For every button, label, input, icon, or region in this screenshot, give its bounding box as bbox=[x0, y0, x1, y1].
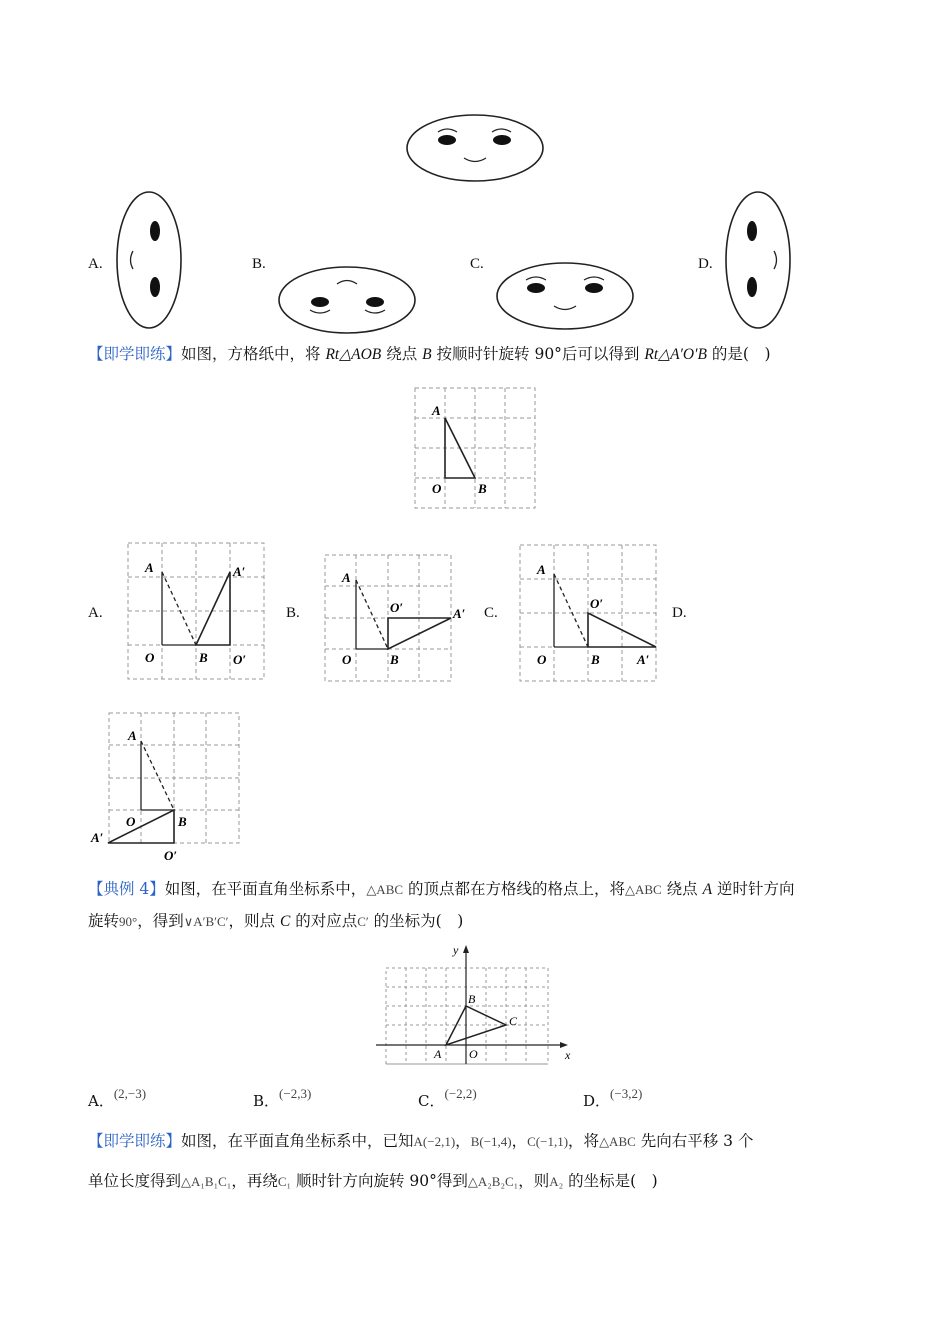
q3-option-b[interactable]: B．(−2,3) bbox=[253, 1086, 312, 1110]
q2-option-c-figure[interactable] bbox=[515, 540, 660, 687]
q3-option-a[interactable]: A．(2,−3) bbox=[88, 1086, 147, 1110]
label-A-prime: A′ bbox=[453, 606, 466, 621]
face-option-b[interactable] bbox=[275, 262, 420, 342]
label-B: B bbox=[591, 652, 600, 667]
label-O: O bbox=[126, 814, 136, 829]
label-A: A bbox=[432, 403, 441, 418]
label-A-prime: A′ bbox=[91, 830, 104, 845]
label-A: A bbox=[342, 570, 351, 585]
label-B: B bbox=[478, 481, 487, 496]
q3-tag: 【典例 4】 bbox=[88, 880, 165, 898]
q2-original-grid-figure bbox=[410, 385, 540, 515]
q3-stem-line2: 旋转90°，得到∨A′B′C′，则点 C 的对应点C′ 的坐标为( ) bbox=[88, 912, 464, 930]
label-B: B bbox=[390, 652, 399, 667]
q2-option-b-figure[interactable] bbox=[320, 550, 466, 685]
q3-option-c[interactable]: C．(−2,2) bbox=[418, 1086, 477, 1110]
q3-option-d[interactable]: D．(−3,2) bbox=[583, 1086, 643, 1110]
q2-option-d-figure[interactable] bbox=[88, 708, 248, 868]
q4-tag: 【即学即练】 bbox=[88, 1132, 182, 1150]
label-O-prime: O′ bbox=[233, 652, 247, 667]
q1-option-a-label[interactable]: A. bbox=[88, 256, 103, 272]
q2-option-b-label[interactable]: B. bbox=[286, 605, 300, 621]
q2-option-c-label[interactable]: C. bbox=[484, 605, 498, 621]
face-option-a[interactable] bbox=[113, 188, 185, 333]
axis-x-label: x bbox=[565, 1048, 571, 1062]
point-A-label: A bbox=[434, 1047, 442, 1061]
q2-stem: 【即学即练】如图，方格纸中，将 Rt△AOB 绕点 B 按顺时针旋转 90°后可以得到 Rt△A′O′B 的是( ) bbox=[88, 345, 771, 363]
q3-stem-line1: 【典例 4】如图，在平面直角坐标系中，△ABC 的顶点都在方格线的格点上，将△ABC 绕点 A 逆时针方向 bbox=[88, 880, 795, 898]
label-O: O bbox=[432, 481, 442, 496]
q1-option-c-label[interactable]: C. bbox=[470, 256, 484, 272]
q2-option-a-figure[interactable] bbox=[123, 538, 268, 685]
label-O-prime: O′ bbox=[390, 600, 404, 615]
label-A: A bbox=[145, 560, 154, 575]
face-option-c[interactable] bbox=[490, 258, 640, 338]
q4-stem-line1: 【即学即练】如图，在平面直角坐标系中，已知A(−2,1)，B(−1,4)，C(−1,1)，将△ABC 先向右平移 3 个 bbox=[88, 1132, 754, 1150]
q3-coordinate-figure bbox=[374, 940, 579, 1065]
point-C-label: C bbox=[509, 1014, 518, 1028]
label-A: A bbox=[537, 562, 546, 577]
q2-option-a-label[interactable]: A. bbox=[88, 605, 103, 621]
q1-option-b-label[interactable]: B. bbox=[252, 256, 266, 272]
face-original-figure bbox=[400, 110, 550, 190]
label-B: B bbox=[199, 650, 208, 665]
label-A-prime: A′ bbox=[233, 564, 246, 579]
label-O-prime: O′ bbox=[590, 596, 604, 611]
point-B-label: B bbox=[468, 992, 476, 1006]
label-O: O bbox=[537, 652, 547, 667]
origin-label: O bbox=[469, 1047, 478, 1061]
label-A-prime: A′ bbox=[637, 652, 650, 667]
q4-stem-line2: 单位长度得到△A₁B₁C₁，再绕C₁ 顺时针方向旋转 90°得到△A₂B₂C₁，则A₂ 的坐标是( ) bbox=[88, 1172, 658, 1190]
label-A: A bbox=[128, 728, 137, 743]
label-O: O bbox=[145, 650, 155, 665]
label-B: B bbox=[178, 814, 187, 829]
q2-tag: 【即学即练】 bbox=[88, 345, 182, 363]
q1-option-d-label[interactable]: D. bbox=[698, 256, 713, 272]
face-option-d[interactable] bbox=[722, 188, 794, 333]
axis-y-label: y bbox=[453, 943, 459, 957]
label-O-prime: O′ bbox=[164, 848, 178, 863]
label-O: O bbox=[342, 652, 352, 667]
q2-option-d-label[interactable]: D. bbox=[672, 605, 687, 621]
